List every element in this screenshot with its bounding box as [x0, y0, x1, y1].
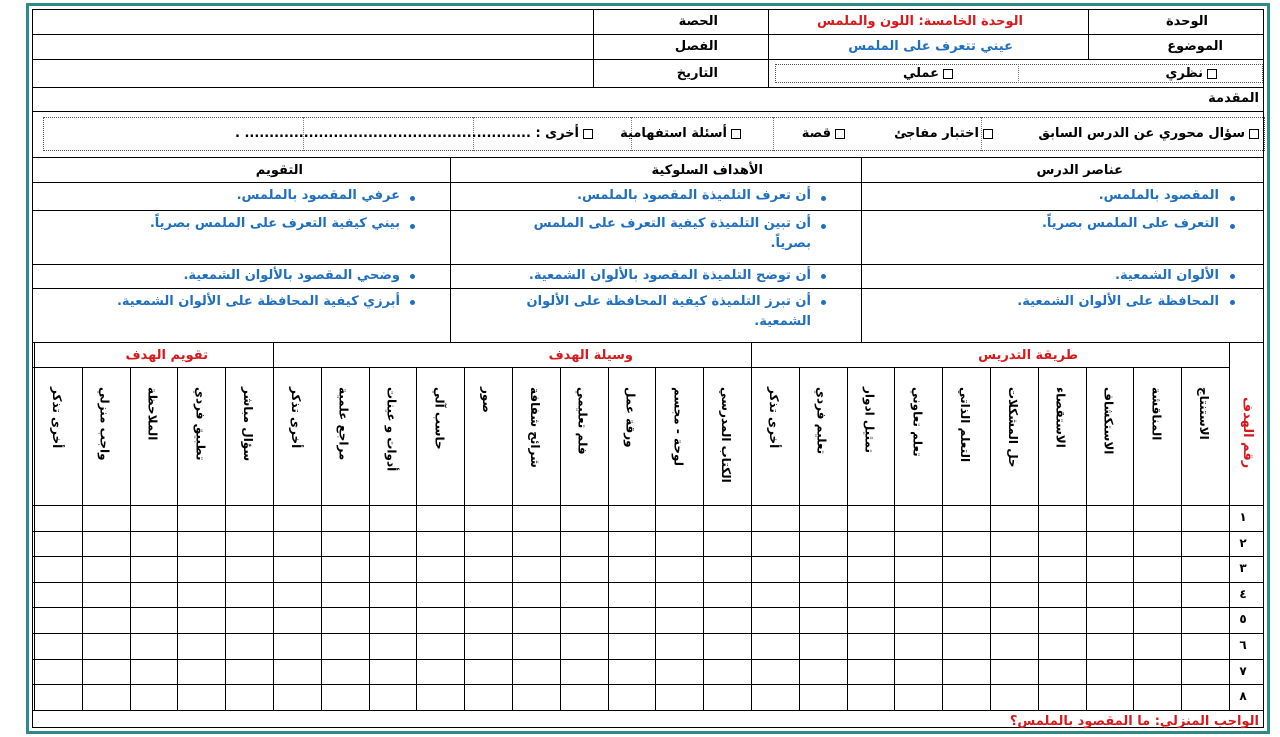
grid-cell[interactable]	[322, 608, 368, 632]
grid-cell[interactable]	[513, 685, 559, 709]
grid-cell[interactable]	[35, 608, 81, 632]
grid-cell[interactable]	[1039, 634, 1085, 658]
goal-row-number: ٢	[1239, 535, 1247, 550]
goal-number-header: رقم الهدف	[1240, 397, 1255, 469]
grid-column-header: ورقة عمل	[623, 387, 638, 448]
grid-cell[interactable]	[656, 557, 702, 581]
grid-cell[interactable]	[1039, 583, 1085, 607]
intro-option-question[interactable]: سؤال محوري عن الدرس السابق	[1038, 126, 1259, 141]
grid-cell[interactable]	[178, 506, 224, 530]
grid-cell[interactable]	[1182, 608, 1228, 632]
grid-cell[interactable]	[1039, 608, 1085, 632]
grid-cell[interactable]	[943, 660, 989, 684]
grid-cell[interactable]	[848, 660, 894, 684]
grid-cell[interactable]	[1087, 506, 1133, 530]
grid-cell[interactable]	[1039, 506, 1085, 530]
grid-cell[interactable]	[704, 660, 750, 684]
grid-cell[interactable]	[656, 532, 702, 556]
goal-row-number: ١	[1239, 510, 1247, 524]
grid-cell[interactable]	[322, 634, 368, 658]
unit-label: الوحدة	[1165, 14, 1208, 29]
grid-cell[interactable]	[704, 557, 750, 581]
objective-4: أن تبرز التلميذة كيفية المحافظة على الألوان الشمعية.	[526, 294, 811, 329]
grid-cell[interactable]	[848, 608, 894, 632]
grid-cell[interactable]	[800, 634, 846, 658]
grid-cell[interactable]	[226, 634, 272, 658]
grid-cell[interactable]	[35, 506, 81, 530]
grid-cell[interactable]	[1134, 532, 1180, 556]
grid-column-header: واجب منزلي	[97, 387, 112, 461]
grid-column-header: أدوات و عينات	[384, 387, 399, 472]
grid-cell[interactable]	[609, 532, 655, 556]
grid-column-header: تعليم فردي	[814, 387, 829, 455]
period-label: الحصة	[678, 14, 718, 29]
grid-cell[interactable]	[1182, 532, 1228, 556]
intro-option-other[interactable]: أخرى : .......................................................... .	[235, 126, 593, 141]
grid-cell[interactable]	[370, 557, 416, 581]
grid-cell[interactable]	[465, 660, 511, 684]
grid-cell[interactable]	[513, 557, 559, 581]
grid-cell[interactable]	[83, 506, 129, 530]
grid-cell[interactable]	[1134, 557, 1180, 581]
objective-1: أن تعرف التلميذة المقصود بالملمس.	[577, 188, 811, 203]
grid-cell[interactable]	[417, 660, 463, 684]
grid-cell[interactable]	[561, 506, 607, 530]
grid-cell[interactable]	[417, 506, 463, 530]
grid-cell[interactable]	[1134, 583, 1180, 607]
grid-cell[interactable]	[1182, 685, 1228, 709]
grid-cell[interactable]	[752, 608, 798, 632]
grid-cell[interactable]	[35, 557, 81, 581]
grid-cell[interactable]	[322, 557, 368, 581]
grid-cell[interactable]	[991, 532, 1037, 556]
grid-cell[interactable]	[1134, 506, 1180, 530]
grid-cell[interactable]	[1039, 660, 1085, 684]
grid-cell[interactable]	[561, 557, 607, 581]
grid-column-header: حل المشكلات	[1005, 387, 1020, 468]
grid-cell[interactable]	[83, 583, 129, 607]
grid-column-header: لوحة - مجسم	[671, 387, 686, 466]
checkbox-icon[interactable]	[731, 129, 741, 139]
unit-value: الوحدة الخامسة: اللون والملمس	[817, 14, 1023, 29]
grid-cell[interactable]	[322, 532, 368, 556]
grid-cell[interactable]	[561, 634, 607, 658]
grid-cell[interactable]	[513, 532, 559, 556]
theory-checkbox[interactable]	[1207, 69, 1217, 79]
grid-cell[interactable]	[417, 583, 463, 607]
grid-cell[interactable]	[274, 506, 320, 530]
grid-cell[interactable]	[1134, 685, 1180, 709]
lesson-plan-sheet	[32, 9, 1264, 728]
grid-cell[interactable]	[991, 634, 1037, 658]
grid-cell[interactable]	[274, 634, 320, 658]
grid-cell[interactable]	[943, 557, 989, 581]
grid-cell[interactable]	[656, 685, 702, 709]
teaching-aids-header: وسيلة الهدف	[548, 348, 633, 363]
grid-cell[interactable]	[943, 685, 989, 709]
grid-column-header: الكتاب المدرسي	[719, 387, 734, 483]
grid-cell[interactable]	[226, 557, 272, 581]
grid-column-header: أخرى تذكر	[49, 387, 64, 449]
grid-cell[interactable]	[465, 532, 511, 556]
grid-cell[interactable]	[1039, 532, 1085, 556]
checkbox-icon[interactable]	[835, 129, 845, 139]
checkbox-icon[interactable]	[983, 129, 993, 139]
grid-cell[interactable]	[178, 634, 224, 658]
grid-cell[interactable]	[226, 532, 272, 556]
grid-cell[interactable]	[752, 532, 798, 556]
grid-cell[interactable]	[1134, 660, 1180, 684]
grid-cell[interactable]	[35, 583, 81, 607]
grid-cell[interactable]	[1182, 557, 1228, 581]
grid-cell[interactable]	[895, 608, 941, 632]
date-label: التاريخ	[676, 66, 718, 81]
grid-cell[interactable]	[226, 506, 272, 530]
class-label: الفصل	[674, 39, 718, 54]
grid-cell[interactable]	[1087, 660, 1133, 684]
element-4: المحافظة على الألوان الشمعية.	[1017, 294, 1219, 309]
objective-3: أن توضح التلميذة المقصود بالألوان الشمعية.	[528, 268, 811, 283]
grid-cell[interactable]	[895, 634, 941, 658]
grid-cell[interactable]	[513, 660, 559, 684]
goal-row-number: ٣	[1239, 561, 1247, 576]
practical-option[interactable]	[903, 66, 953, 81]
grid-cell[interactable]	[83, 634, 129, 658]
goal-row-number: ٥	[1239, 612, 1247, 627]
grid-cell[interactable]	[83, 557, 129, 581]
col-objectives-header: الأهداف السلوكية	[651, 163, 763, 178]
grid-column-header: تطبيق فردي	[193, 387, 208, 461]
grid-cell[interactable]	[226, 583, 272, 607]
grid-cell[interactable]	[274, 532, 320, 556]
grid-cell[interactable]	[895, 660, 941, 684]
grid-cell[interactable]	[465, 583, 511, 607]
grid-cell[interactable]	[752, 660, 798, 684]
grid-cell[interactable]	[83, 608, 129, 632]
grid-cell[interactable]	[561, 608, 607, 632]
grid-column-header: أخرى تذكر	[288, 387, 303, 449]
grid-cell[interactable]	[800, 557, 846, 581]
evaluation-3: وضحي المقصود بالألوان الشمعية.	[183, 268, 400, 283]
grid-cell[interactable]	[1182, 506, 1228, 530]
grid-cell[interactable]	[322, 685, 368, 709]
grid-cell[interactable]	[609, 634, 655, 658]
topic-label: الموضوع	[1167, 39, 1223, 54]
grid-cell[interactable]	[704, 583, 750, 607]
grid-cell[interactable]	[1182, 583, 1228, 607]
grid-cell[interactable]	[609, 685, 655, 709]
grid-cell[interactable]	[274, 685, 320, 709]
grid-cell[interactable]	[609, 506, 655, 530]
grid-cell[interactable]	[322, 660, 368, 684]
grid-cell[interactable]	[131, 634, 177, 658]
page-frame	[26, 3, 1270, 734]
grid-cell[interactable]	[274, 557, 320, 581]
grid-cell[interactable]	[513, 634, 559, 658]
grid-cell[interactable]	[83, 685, 129, 709]
grid-cell[interactable]	[35, 660, 81, 684]
grid-cell[interactable]	[848, 557, 894, 581]
grid-cell[interactable]	[656, 634, 702, 658]
grid-cell[interactable]	[274, 660, 320, 684]
grid-cell[interactable]	[131, 685, 177, 709]
grid-cell[interactable]	[800, 532, 846, 556]
col-evaluation-header: التقويم	[255, 163, 303, 178]
grid-cell[interactable]	[704, 608, 750, 632]
grid-cell[interactable]	[417, 685, 463, 709]
grid-cell[interactable]	[561, 660, 607, 684]
grid-cell[interactable]	[752, 685, 798, 709]
goal-row-number: ٧	[1239, 663, 1247, 678]
grid-cell[interactable]	[370, 660, 416, 684]
grid-cell[interactable]	[131, 583, 177, 607]
evaluation-2: بيني كيفية التعرف على الملمس بصرياً.	[149, 216, 400, 231]
grid-column-header: تعلم تعاوني	[910, 387, 925, 457]
grid-cell[interactable]	[178, 608, 224, 632]
homework-text: الواجب المنزلي: ما المقصود بالملمس؟	[1009, 714, 1259, 729]
grid-cell[interactable]	[991, 685, 1037, 709]
grid-cell[interactable]	[752, 634, 798, 658]
grid-column-header: مراجع علمية	[336, 387, 351, 461]
grid-cell[interactable]	[83, 660, 129, 684]
grid-cell[interactable]	[704, 532, 750, 556]
grid-cell[interactable]	[131, 506, 177, 530]
evaluation-4: أبرزي كيفية المحافظة على الألوان الشمعية.	[116, 294, 400, 309]
grid-cell[interactable]	[465, 506, 511, 530]
goal-row-number: ٨	[1239, 689, 1247, 704]
grid-cell[interactable]	[895, 583, 941, 607]
grid-cell[interactable]	[656, 506, 702, 530]
grid-cell[interactable]	[1182, 660, 1228, 684]
checkbox-icon[interactable]	[1249, 129, 1259, 139]
grid-cell[interactable]	[35, 532, 81, 556]
grid-cell[interactable]	[1087, 634, 1133, 658]
grid-cell[interactable]	[848, 583, 894, 607]
grid-column-header: المناقشة	[1149, 387, 1164, 441]
grid-cell[interactable]	[1134, 608, 1180, 632]
grid-column-header: حاسب آلي	[432, 387, 447, 450]
grid-cell[interactable]	[1087, 532, 1133, 556]
grid-cell[interactable]	[226, 608, 272, 632]
grid-cell[interactable]	[1039, 685, 1085, 709]
grid-cell[interactable]	[513, 506, 559, 530]
practical-label: عملي	[902, 66, 939, 81]
grid-column-header: تمثيل ادوار	[862, 387, 877, 453]
grid-cell[interactable]	[178, 660, 224, 684]
grid-cell[interactable]	[513, 583, 559, 607]
grid-column-header: الاستنتاج	[1197, 387, 1212, 440]
grid-cell[interactable]	[943, 634, 989, 658]
element-3: الألوان الشمعية.	[1115, 268, 1219, 283]
grid-cell[interactable]	[465, 557, 511, 581]
intro-option-quiz[interactable]: اختبار مفاجئ	[894, 126, 993, 141]
grid-cell[interactable]	[800, 660, 846, 684]
grid-cell[interactable]	[417, 608, 463, 632]
grid-column-header: شرائح شفافة	[527, 387, 542, 468]
grid-cell[interactable]	[226, 660, 272, 684]
intro-option-questions[interactable]: أسئلة استفهامية	[620, 126, 741, 141]
grid-cell[interactable]	[465, 634, 511, 658]
grid-cell[interactable]	[656, 583, 702, 607]
checkbox-icon[interactable]	[583, 129, 593, 139]
grid-cell[interactable]	[465, 608, 511, 632]
grid-cell[interactable]	[513, 608, 559, 632]
grid-cell[interactable]	[417, 634, 463, 658]
grid-cell[interactable]	[274, 583, 320, 607]
topic-value: عيني تتعرف على الملمس	[848, 39, 1013, 54]
theory-option[interactable]	[1165, 66, 1217, 81]
element-2: التعرف على الملمس بصرياً.	[1041, 216, 1219, 231]
grid-cell[interactable]	[609, 583, 655, 607]
grid-cell[interactable]	[370, 608, 416, 632]
grid-cell[interactable]	[226, 685, 272, 709]
grid-cell[interactable]	[943, 583, 989, 607]
grid-cell[interactable]	[322, 506, 368, 530]
grid-cell[interactable]	[370, 583, 416, 607]
goal-row-number: ٦	[1239, 638, 1247, 652]
grid-cell[interactable]	[991, 660, 1037, 684]
grid-cell[interactable]	[131, 660, 177, 684]
grid-cell[interactable]	[704, 634, 750, 658]
grid-cell[interactable]	[895, 685, 941, 709]
teaching-method-header: طريقة التدريس	[978, 348, 1078, 363]
grid-cell[interactable]	[848, 634, 894, 658]
grid-cell[interactable]	[800, 506, 846, 530]
grid-column-header: سؤال مباشر	[241, 387, 256, 462]
grid-column-header: الملاحظة	[145, 387, 160, 441]
grid-cell[interactable]	[178, 532, 224, 556]
grid-cell[interactable]	[131, 608, 177, 632]
grid-cell[interactable]	[609, 557, 655, 581]
grid-cell[interactable]	[609, 660, 655, 684]
grid-cell[interactable]	[848, 685, 894, 709]
grid-cell[interactable]	[370, 506, 416, 530]
grid-column-header: الاستقصاء	[1053, 387, 1068, 448]
intro-label: المقدمة	[1208, 91, 1259, 106]
grid-cell[interactable]	[322, 583, 368, 607]
grid-cell[interactable]	[752, 506, 798, 530]
objective-2: أن تبين التلميذة كيفية التعرف على الملمس بصرياً.	[533, 216, 811, 251]
grid-cell[interactable]	[704, 506, 750, 530]
intro-option-story[interactable]: قصة	[802, 126, 845, 141]
grid-column-header: صور	[480, 387, 495, 414]
grid-column-header: فلم تعليمي	[575, 387, 590, 455]
grid-cell[interactable]	[895, 557, 941, 581]
grid-cell[interactable]	[35, 685, 81, 709]
grid-cell[interactable]	[561, 532, 607, 556]
grid-cell[interactable]	[943, 532, 989, 556]
grid-cell[interactable]	[83, 532, 129, 556]
grid-cell[interactable]	[131, 532, 177, 556]
grid-cell[interactable]	[370, 532, 416, 556]
grid-cell[interactable]	[274, 608, 320, 632]
grid-cell[interactable]	[609, 608, 655, 632]
grid-cell[interactable]	[417, 532, 463, 556]
grid-column-header: التعلم الذاتي	[958, 387, 973, 463]
grid-cell[interactable]	[895, 506, 941, 530]
practical-checkbox[interactable]	[943, 69, 953, 79]
grid-cell[interactable]	[1134, 634, 1180, 658]
grid-cell[interactable]	[1087, 557, 1133, 581]
grid-cell[interactable]	[35, 634, 81, 658]
grid-cell[interactable]	[991, 506, 1037, 530]
grid-cell[interactable]	[370, 634, 416, 658]
grid-cell[interactable]	[1039, 557, 1085, 581]
grid-cell[interactable]	[561, 583, 607, 607]
grid-cell[interactable]	[895, 532, 941, 556]
grid-cell[interactable]	[991, 608, 1037, 632]
goal-row-number: ٤	[1239, 586, 1247, 601]
grid-cell[interactable]	[800, 583, 846, 607]
goal-evaluation-header: تقويم الهدف	[125, 348, 208, 363]
grid-cell[interactable]	[943, 608, 989, 632]
grid-cell[interactable]	[848, 506, 894, 530]
element-1: المقصود بالملمس.	[1098, 188, 1219, 203]
col-elements-header: عناصر الدرس	[1036, 163, 1123, 178]
grid-cell[interactable]	[656, 660, 702, 684]
grid-cell[interactable]	[752, 583, 798, 607]
grid-cell[interactable]	[561, 685, 607, 709]
grid-cell[interactable]	[848, 532, 894, 556]
theory-label: نظري	[1165, 66, 1203, 81]
grid-cell[interactable]	[1087, 608, 1133, 632]
grid-column-header: أخرى تذكر	[766, 387, 781, 449]
grid-cell[interactable]	[991, 557, 1037, 581]
grid-cell[interactable]	[178, 583, 224, 607]
grid-cell[interactable]	[178, 557, 224, 581]
grid-cell[interactable]	[1087, 583, 1133, 607]
grid-cell[interactable]	[991, 583, 1037, 607]
grid-cell[interactable]	[752, 557, 798, 581]
grid-column-header: الاستكشاف	[1101, 387, 1116, 455]
grid-cell[interactable]	[1087, 685, 1133, 709]
grid-cell[interactable]	[943, 506, 989, 530]
evaluation-1: عرفي المقصود بالملمس.	[236, 188, 400, 203]
grid-cell[interactable]	[131, 557, 177, 581]
grid-cell[interactable]	[370, 685, 416, 709]
grid-cell[interactable]	[800, 685, 846, 709]
grid-cell[interactable]	[178, 685, 224, 709]
grid-cell[interactable]	[1182, 634, 1228, 658]
grid-cell[interactable]	[704, 685, 750, 709]
grid-cell[interactable]	[656, 608, 702, 632]
grid-cell[interactable]	[800, 608, 846, 632]
grid-cell[interactable]	[417, 557, 463, 581]
grid-cell[interactable]	[465, 685, 511, 709]
